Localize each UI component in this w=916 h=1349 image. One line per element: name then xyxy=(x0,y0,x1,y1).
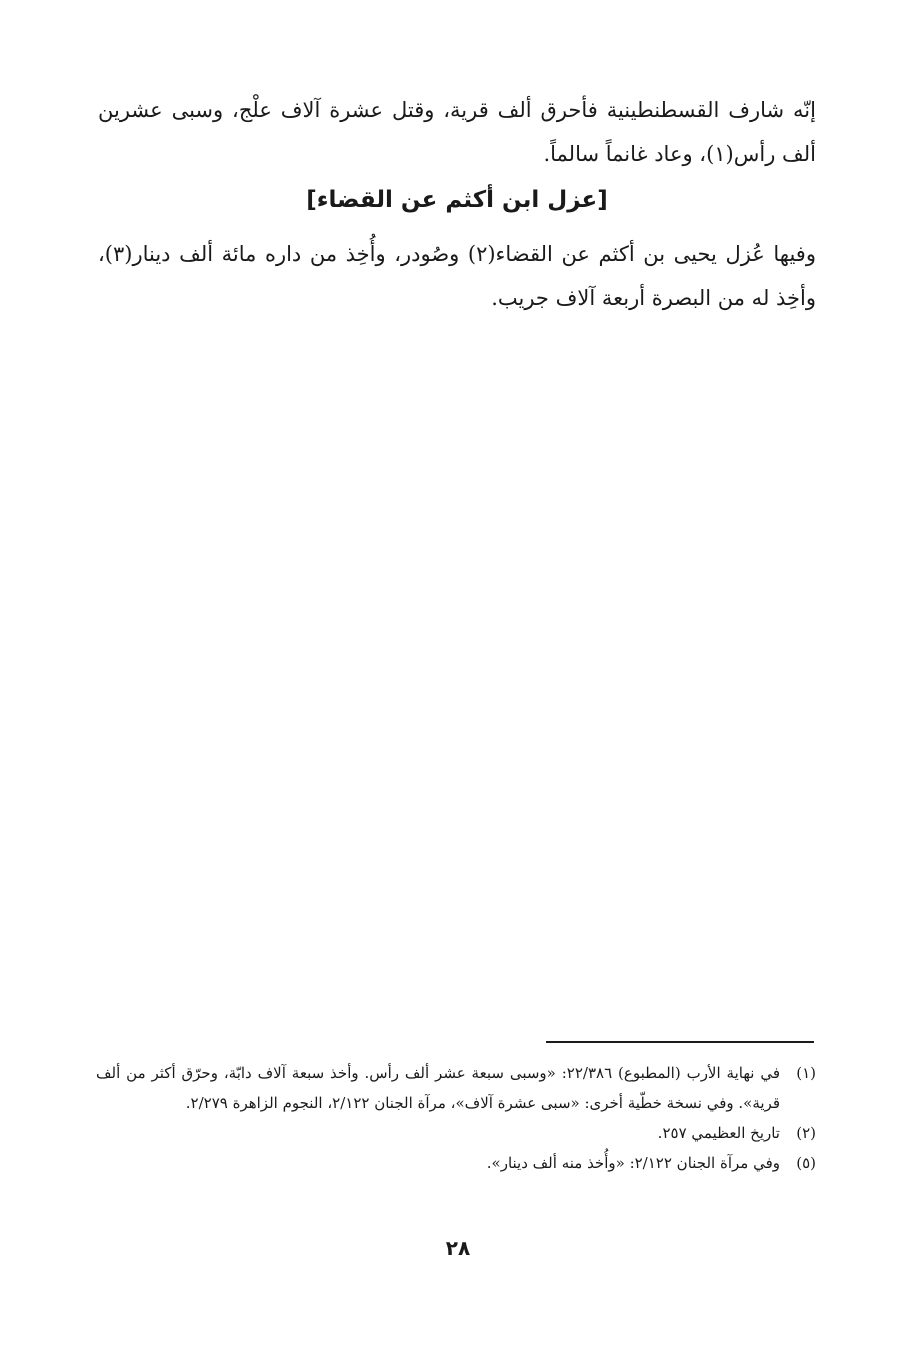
footnote-number: (٥) xyxy=(796,1154,816,1172)
footnote-3 xyxy=(96,1148,816,1178)
footnote-number: (٢) xyxy=(796,1124,816,1142)
footnote-text: وفي مرآة الجنان ٢/١٢٢: «وأُخذ منه ألف دينار». xyxy=(486,1154,780,1172)
footnote-2 xyxy=(96,1118,816,1148)
footnote-1 xyxy=(96,1058,816,1118)
body-paragraph-2: وفيها عُزل يحيى بن أكثم عن القضاء(٢) وصُودر، وأُخِذ من داره مائة ألف دينار(٣)، وأخِذ له من البصرة أربعة آلاف جريب. xyxy=(98,242,816,310)
footnote-text: في نهاية الأرب (المطبوع) ٢٢/٣٨٦: «وسبى سبعة عشر ألف رأس. وأخذ سبعة آلاف دابّة، وحرّق أكثر من ألف قرية». وفي نسخة خطّية أخرى: «سبى عشرة آلاف»، مرآة الجنان ٢/١٢٢، النجوم الزاهرة ٢/٢٧٩. xyxy=(96,1064,780,1112)
footnote-separator xyxy=(546,1041,814,1043)
section-heading: [عزل ابن أكثم عن القضاء] xyxy=(306,187,608,213)
page-number: ٢٨ xyxy=(445,1236,471,1260)
footnote-number: (١) xyxy=(796,1064,816,1082)
footnotes xyxy=(96,1058,816,1178)
footnote-text: تاريخ العظيمي ٢٥٧. xyxy=(657,1124,780,1142)
body-paragraph-1: إنّه شارف القسطنطينية فأحرق ألف قرية، وقتل عشرة آلاف علْج، وسبى عشرين ألف رأس(١)، وعاد غانماً سالماً. xyxy=(98,98,816,166)
